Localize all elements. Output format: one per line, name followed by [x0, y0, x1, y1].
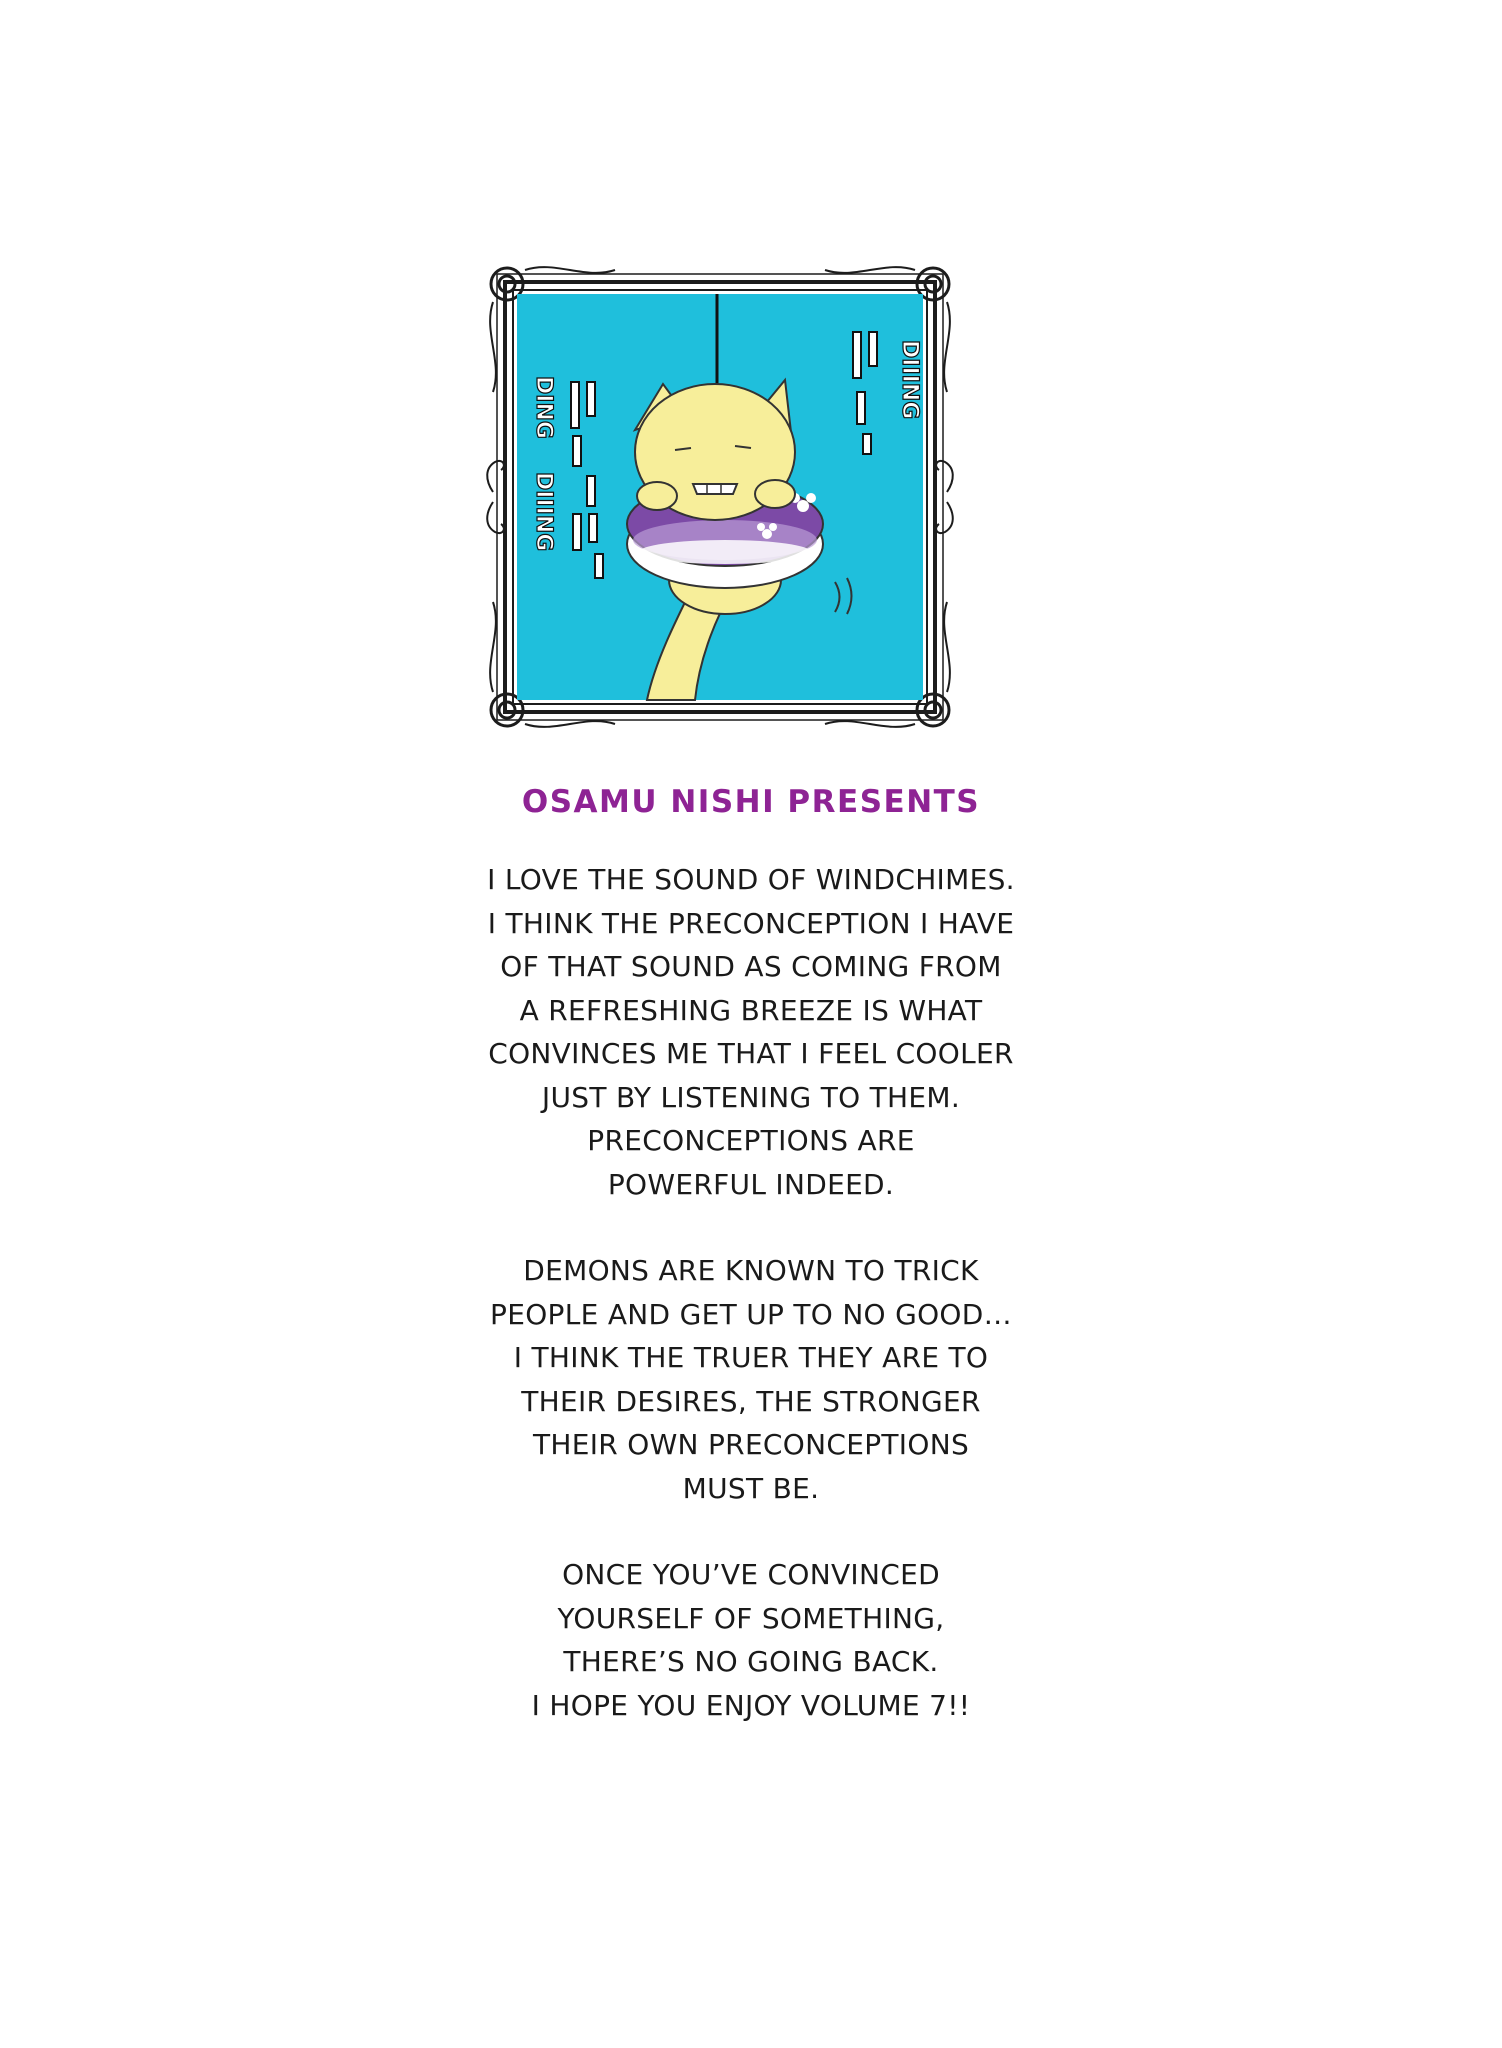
text-line: CONVINCES ME THAT I FEEL COOLER — [488, 1037, 1014, 1070]
paragraph-3 — [0, 1553, 1502, 1727]
text-line: THEIR DESIRES, THE STRONGER — [521, 1384, 981, 1418]
text-line: THEIR OWN PRECONCEPTIONS — [532, 1428, 970, 1461]
text-line: PRECONCEPTIONS ARE — [587, 1124, 915, 1157]
text-line: YOURSELF OF SOMETHING, — [557, 1601, 945, 1635]
text-line: POWERFUL INDEED. — [607, 1167, 895, 1201]
text-line: I THINK THE PRECONCEPTION I HAVE — [487, 906, 1015, 940]
author-heading: OSAMU NISHI PRESENTS — [521, 784, 981, 820]
sfx-diiing-right: DIIING — [897, 340, 922, 420]
text-line: I THINK THE TRUER THEY ARE TO — [513, 1341, 989, 1374]
text-line: A REFRESHING BREEZE IS WHAT — [519, 993, 983, 1027]
text-line: THERE’S NO GOING BACK. — [563, 1645, 939, 1678]
sfx-ding-left: DING — [531, 376, 556, 439]
text-line: ONCE YOU’VE CONVINCED — [562, 1558, 940, 1591]
text-line: JUST BY LISTENING TO THEM. — [541, 1080, 961, 1114]
text-line: I LOVE THE SOUND OF WINDCHIMES. — [487, 863, 1015, 896]
text-line: OF THAT SOUND AS COMING FROM — [500, 950, 1002, 983]
text-line: PEOPLE AND GET UP TO NO GOOD… — [490, 1297, 1012, 1331]
sfx-diiing-left: DIIING — [531, 472, 556, 552]
paragraph-1 — [0, 858, 1502, 1206]
paragraph-2 — [0, 1249, 1502, 1510]
text-line: DEMONS ARE KNOWN TO TRICK — [523, 1254, 979, 1287]
text-line: I HOPE YOU ENJOY VOLUME 7!! — [531, 1688, 971, 1722]
wind-chime-cat-illustration — [485, 262, 955, 732]
illustration-svg — [485, 262, 955, 732]
text-line: MUST BE. — [682, 1471, 820, 1505]
cat-head — [635, 380, 795, 520]
